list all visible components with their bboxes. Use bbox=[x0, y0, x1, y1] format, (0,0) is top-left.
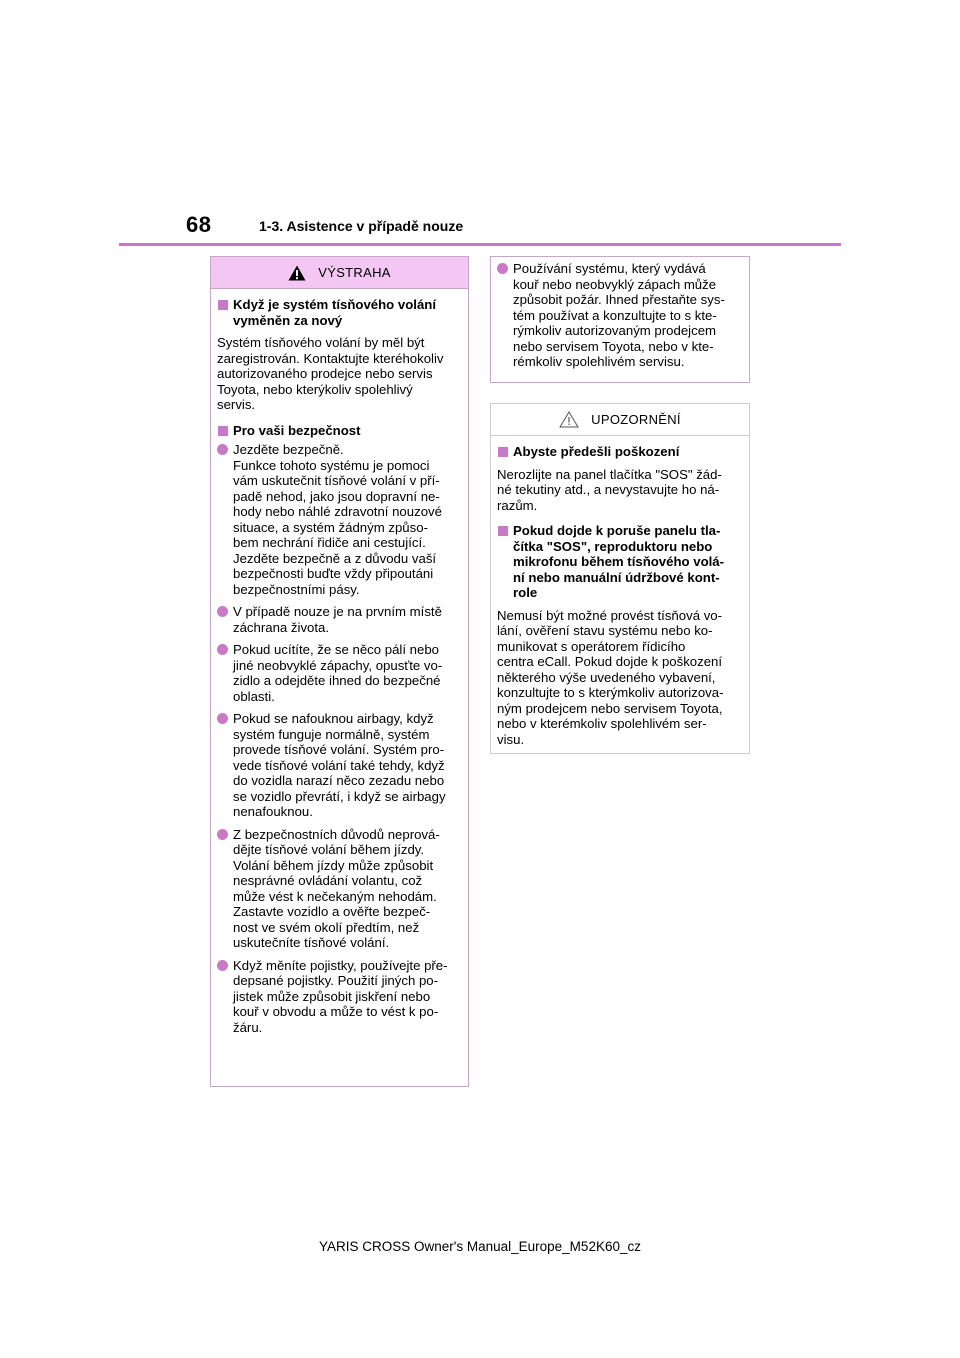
text-line: Zastavte vozidlo a ověřte bezpeč- bbox=[233, 904, 431, 919]
text-line: nebo v kterémkoliv spolehlivém ser- bbox=[497, 716, 707, 731]
text-line: lání, ověření stavu systému nebo ko- bbox=[497, 623, 713, 638]
text-line: nenafouknou. bbox=[233, 804, 313, 819]
text-line: jiné neobvyklé zápachy, opusťte vo- bbox=[233, 657, 443, 673]
text-line: systém funguje normálně, systém bbox=[233, 726, 430, 742]
text-line: bezpečnosti buďte vždy připoutáni bbox=[233, 566, 434, 581]
text-line: konzultujte to s kterýmkoliv autorizova- bbox=[497, 685, 724, 700]
text-line: záchrana života. bbox=[233, 619, 330, 635]
warning-section-heading bbox=[217, 297, 462, 328]
text-line: nost ve svém okolí předtím, než bbox=[233, 919, 420, 935]
section-title: 1-3. Asistence v případě nouze bbox=[259, 218, 464, 234]
text-line: se vozidlo převrátí, i když se airbagy bbox=[233, 788, 446, 804]
text-line: ní nebo manuální údržbové kont- bbox=[513, 569, 720, 585]
notice-section-heading bbox=[497, 523, 743, 601]
text-line: role bbox=[513, 585, 538, 600]
text-line: V případě nouze je na prvním místě bbox=[233, 604, 442, 619]
warning-box bbox=[210, 256, 469, 1087]
text-line: razům. bbox=[497, 497, 538, 513]
warning-title: VÝSTRAHA bbox=[318, 265, 391, 280]
text-line: bezpečnostními pásy. bbox=[233, 581, 360, 597]
text-line: dějte tísňové volání během jízdy. bbox=[233, 842, 425, 857]
text-line: Když měníte pojistky, používejte pře- bbox=[233, 957, 448, 973]
text-line: padě nehod, jako jsou dopravní ne- bbox=[233, 488, 440, 504]
text-line: Systém tísňového volání by měl být bbox=[217, 335, 425, 350]
text-line: nebo servisem Toyota, nebo v kte- bbox=[513, 338, 714, 354]
notice-box bbox=[490, 403, 750, 754]
text-line: bem nechrání řidiče ani cestující. bbox=[233, 535, 426, 550]
bullet-item bbox=[497, 261, 743, 370]
warning-continuation-box bbox=[490, 256, 750, 383]
bullet-item bbox=[217, 958, 462, 1036]
text-line: Volání během jízdy může způsobit bbox=[233, 857, 434, 873]
header-rule bbox=[119, 243, 841, 246]
text-line: žáru. bbox=[233, 1019, 263, 1035]
text-line: způsobit požár. Ihned přestaňte sys- bbox=[513, 292, 725, 307]
text-line: Funkce tohoto systému je pomoci bbox=[233, 457, 430, 473]
text-line: Nerozlijte na panel tlačítka "SOS" žád- bbox=[497, 466, 722, 482]
text-line: centra eCall. Pokud dojde k poškození bbox=[497, 654, 723, 669]
text-line: tém používat a konzultujte to s kte- bbox=[513, 307, 717, 323]
text-line: munikovat s operátorem řídicího bbox=[497, 638, 686, 654]
text-line: některého výše uvedeného vybavení, bbox=[497, 669, 716, 685]
text-line: Abyste předešli poškození bbox=[513, 444, 680, 459]
text-line: Toyota, nebo kterýkoliv spolehlivý bbox=[217, 381, 413, 397]
text-line: Nemusí být možné provést tísňová vo- bbox=[497, 607, 723, 623]
text-line: zaregistrován. Kontaktujte kteréhokoliv bbox=[217, 350, 444, 366]
text-line: provede tísňové volání. Systém pro- bbox=[233, 742, 445, 757]
text-line: servis. bbox=[217, 397, 256, 412]
text-line: Používání systému, který vydává bbox=[513, 261, 706, 276]
text-line: oblasti. bbox=[233, 688, 275, 704]
text-line: kouř nebo neobvyklý zápach může bbox=[513, 276, 717, 292]
text-line: Pro vaši bezpečnost bbox=[233, 422, 361, 438]
text-line: Z bezpečnostních důvodů neprová- bbox=[233, 826, 440, 842]
text-line: Jezděte bezpečně a z důvodu vaší bbox=[233, 550, 437, 566]
warning-header bbox=[211, 257, 468, 289]
footer-manual-title: YARIS CROSS Owner's Manual_Europe_M52K60_cz bbox=[319, 1239, 641, 1254]
text-line: Když je systém tísňového volání bbox=[233, 297, 437, 312]
text-line: Pokud se nafouknou airbagy, když bbox=[233, 711, 434, 726]
text-line: hody nebo náhlé zdravotní nouzové bbox=[233, 504, 442, 519]
text-line: rýmkoliv autorizovaným prodejcem bbox=[513, 323, 717, 338]
warning-section-text bbox=[217, 335, 462, 413]
notice-section-heading bbox=[497, 444, 743, 460]
text-line: vyměněn za nový bbox=[233, 312, 343, 328]
notice-title: UPOZORNĚNÍ bbox=[591, 412, 681, 427]
notice-header bbox=[491, 404, 749, 436]
text-line: Pokud dojde k poruše panelu tla- bbox=[513, 523, 721, 538]
bullet-item bbox=[217, 604, 462, 635]
text-line: rémkoliv spolehlivém servisu. bbox=[513, 354, 685, 369]
bullet-item bbox=[217, 642, 462, 704]
text-line: vede tísňové volání také tehdy, když bbox=[233, 757, 445, 773]
text-line: do vozidla narazí něco zezadu nebo bbox=[233, 773, 445, 788]
warning-triangle-filled-icon bbox=[288, 265, 306, 281]
notice-section-text bbox=[497, 608, 743, 748]
text-line: visu. bbox=[497, 731, 525, 747]
text-line: autorizovaného prodejce nebo servis bbox=[217, 366, 433, 381]
text-line: né tekutiny atd., a nevystavujte ho ná- bbox=[497, 482, 720, 497]
text-line: Jezděte bezpečně. bbox=[233, 442, 344, 457]
text-line: kouř v obvodu a může to vést k po- bbox=[233, 1004, 439, 1019]
notice-section-text bbox=[497, 467, 743, 514]
text-line: depsané pojistky. Použití jiných po- bbox=[233, 973, 439, 988]
text-line: může vést k nečekaným nehodám. bbox=[233, 888, 437, 904]
text-line: mikrofonu během tísňového volá- bbox=[513, 554, 725, 569]
text-line: Pokud ucítíte, že se něco pálí nebo bbox=[233, 642, 440, 657]
text-line: uskutečníte tísňové volání. bbox=[233, 935, 390, 950]
bullet-item bbox=[217, 442, 462, 597]
text-line: situace, a systém žádným způso- bbox=[233, 519, 428, 535]
text-line: jistek může způsobit jiskření nebo bbox=[233, 988, 431, 1004]
text-line: ným prodejcem nebo servisem Toyota, bbox=[497, 700, 723, 716]
bullet-item bbox=[217, 827, 462, 951]
bullet-item bbox=[217, 711, 462, 820]
text-line: vám uskutečnit tísňové volání v pří- bbox=[233, 473, 440, 488]
text-line: nesprávné ovládání volantu, což bbox=[233, 873, 423, 888]
warning-section-heading bbox=[217, 423, 462, 439]
page-number: 68 bbox=[186, 212, 212, 237]
warning-triangle-outline-icon bbox=[559, 411, 579, 428]
text-line: zidlo a odejděte ihned do bezpečné bbox=[233, 673, 441, 688]
text-line: čítka "SOS", reproduktoru nebo bbox=[513, 538, 713, 554]
